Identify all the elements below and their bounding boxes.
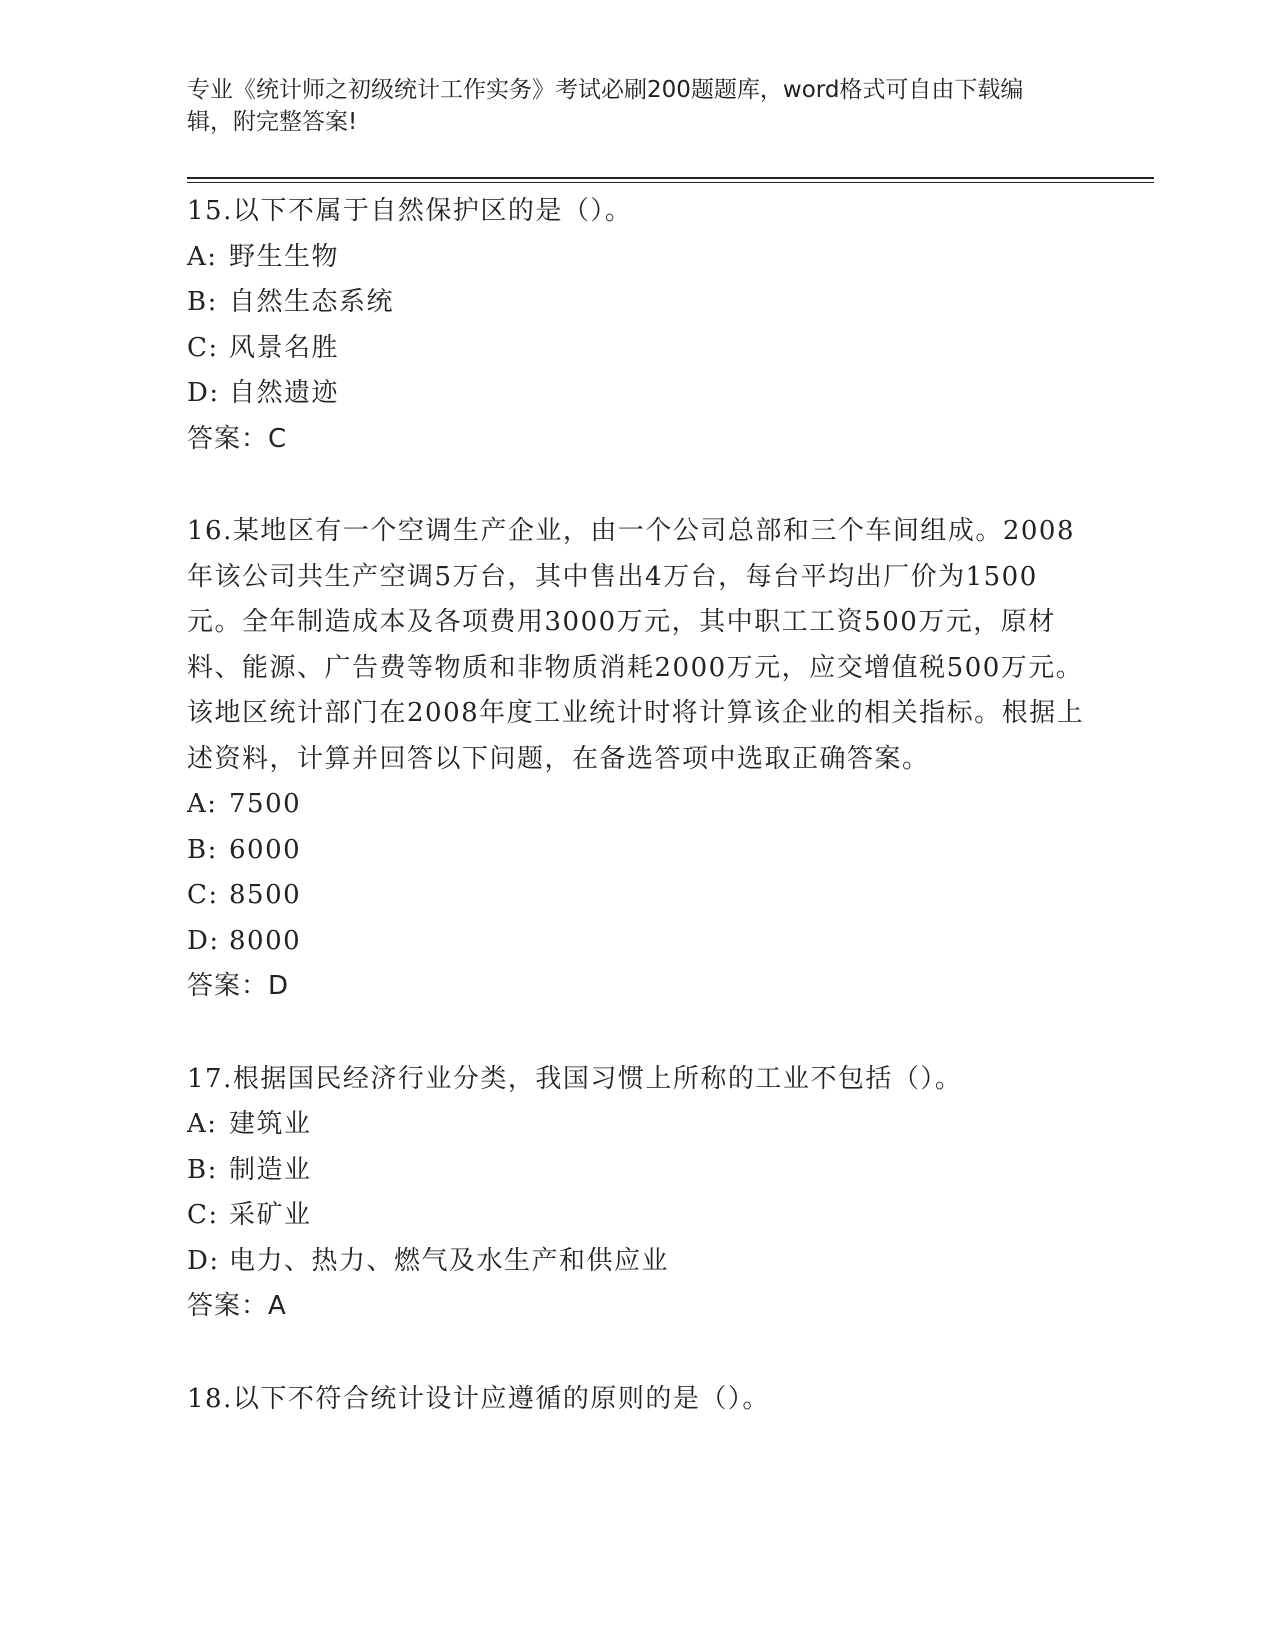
question-stem: 18.以下不符合统计设计应遵循的原则的是（）。 bbox=[187, 1383, 770, 1414]
option-d bbox=[187, 1239, 1087, 1285]
option-c bbox=[187, 1193, 1087, 1239]
option-key: A: bbox=[187, 789, 218, 819]
answer-line: 答案：C bbox=[187, 423, 288, 454]
option-text: 自然遗迹 bbox=[229, 378, 340, 408]
option-text: 制造业 bbox=[229, 1154, 312, 1185]
question-stem: 17.根据国民经济行业分类，我国习惯上所称的工业不包括（）。 bbox=[187, 1063, 963, 1094]
answer-line: 答案：D bbox=[187, 971, 290, 1001]
spacer bbox=[187, 1010, 1087, 1057]
option-key: D: bbox=[187, 1245, 220, 1276]
option-text: 6000 bbox=[229, 834, 302, 865]
option-a bbox=[187, 235, 1087, 281]
question-17 bbox=[187, 1057, 1087, 1330]
spacer bbox=[187, 462, 1087, 509]
option-text: 野生生物 bbox=[229, 241, 340, 272]
option-key: B: bbox=[187, 1154, 218, 1185]
option-d bbox=[187, 371, 1087, 417]
option-c bbox=[187, 326, 1087, 372]
option-text: 采矿业 bbox=[229, 1200, 312, 1230]
option-b bbox=[187, 280, 1087, 326]
option-key: C: bbox=[187, 332, 219, 363]
option-a bbox=[187, 1102, 1087, 1148]
header-divider-thick bbox=[187, 177, 1154, 179]
option-key: D: bbox=[187, 378, 220, 408]
option-text: 建筑业 bbox=[229, 1109, 312, 1139]
option-d bbox=[187, 919, 1087, 965]
option-key: C: bbox=[187, 1200, 219, 1230]
question-stem: 16.某地区有一个空调生产企业，由一个公司总部和三个车间组成。2008年该公司共生产空调5万台，其中售出4万台，每台平均出厂价为1500元。全年制造成本及各项费用3000万元，其中职工工资500万元，原材料、能源、广告费等物质和非物质消耗2000万元，应交增值税500万元。该地区统计部门在2008年度工业统计时将计算该企业的相关指标。根据上述资料，计算并回答以下问题，在备选答项中选取正确答案。 bbox=[187, 516, 1085, 774]
option-key: A: bbox=[187, 241, 218, 272]
question-16 bbox=[187, 509, 1087, 1010]
option-text: 电力、热力、燃气及水生产和供应业 bbox=[229, 1245, 670, 1276]
option-text: 8500 bbox=[229, 880, 302, 910]
option-b bbox=[187, 1148, 1087, 1194]
question-15 bbox=[187, 189, 1087, 462]
option-text: 8000 bbox=[229, 925, 302, 956]
option-text: 风景名胜 bbox=[229, 332, 340, 363]
answer-line: 答案：A bbox=[187, 1291, 287, 1321]
option-key: D: bbox=[187, 925, 220, 956]
document-header: 专业《统计师之初级统计工作实务》考试必刷200题题库，word格式可自由下载编辑，附完整答案! bbox=[187, 77, 1024, 135]
option-c bbox=[187, 873, 1087, 919]
option-key: A: bbox=[187, 1109, 218, 1139]
spacer bbox=[187, 1330, 1087, 1377]
option-text: 自然生态系统 bbox=[229, 287, 395, 317]
option-b bbox=[187, 828, 1087, 874]
option-a bbox=[187, 782, 1087, 828]
option-key: C: bbox=[187, 880, 219, 910]
question-list bbox=[187, 189, 1087, 1422]
question-18 bbox=[187, 1377, 1087, 1423]
option-key: B: bbox=[187, 834, 218, 865]
header-divider-thin bbox=[187, 182, 1154, 183]
option-text: 7500 bbox=[229, 789, 302, 819]
option-key: B: bbox=[187, 287, 218, 317]
question-stem: 15.以下不属于自然保护区的是（）。 bbox=[187, 196, 633, 226]
